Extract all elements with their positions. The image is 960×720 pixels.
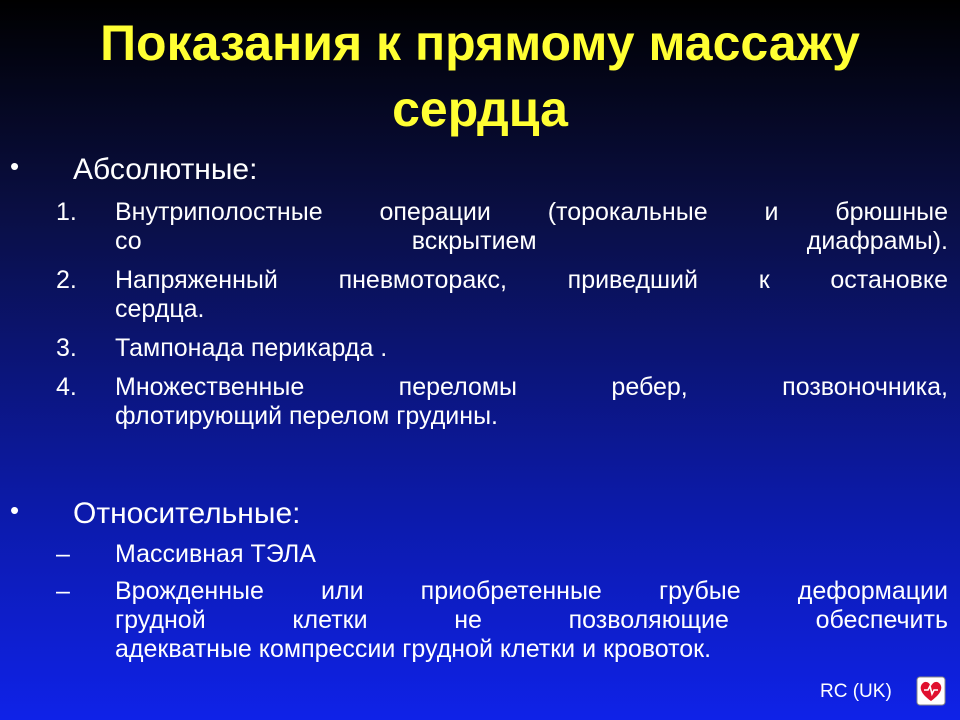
item-line: адекватные компрессии грудной клетки и кровоток.	[115, 635, 712, 663]
item-line: Внутриполостные операции (торокальные и брюшные	[115, 198, 948, 226]
item-number: 2.	[56, 266, 77, 294]
list-item	[56, 373, 948, 431]
dash-marker: –	[56, 540, 70, 568]
item-line: Множественные переломы ребер, позвоночника,	[115, 373, 948, 401]
item-line: со вскрытием диафрамы).	[115, 227, 948, 255]
heart-icon	[916, 676, 946, 706]
bullet: •	[10, 151, 20, 181]
title-line-2: сердца	[392, 81, 568, 137]
heading-text: Абсолютные:	[73, 153, 258, 186]
footer-credit: RC (UK)	[820, 681, 892, 702]
item-number: 3.	[56, 334, 77, 362]
list-item	[56, 577, 948, 664]
item-number: 4.	[56, 373, 77, 401]
slide-title	[0, 10, 960, 142]
dash-marker: –	[56, 577, 70, 605]
item-line: сердца.	[115, 295, 205, 323]
item-line: Тампонада перикарда .	[115, 334, 388, 362]
item-text	[115, 373, 948, 431]
item-text	[115, 266, 948, 324]
item-line: флотирующий перелом грудины.	[115, 402, 498, 430]
item-text	[115, 577, 948, 664]
item-line: Напряженный пневмоторакс, приведший к остановке	[115, 266, 948, 294]
item-text	[115, 198, 948, 256]
item-number: 1.	[56, 198, 77, 226]
item-text	[115, 334, 948, 363]
bullet: •	[10, 495, 20, 525]
item-line: Врожденные или приобретенные грубые деформации	[115, 577, 948, 605]
heading-text: Относительные:	[73, 497, 301, 530]
list-item	[56, 540, 948, 569]
list-item	[56, 198, 948, 256]
item-line: грудной клетки не позволяющие обеспечить	[115, 606, 948, 634]
list-item	[56, 334, 948, 363]
item-line: Массивная ТЭЛА	[115, 540, 316, 568]
list-item	[56, 266, 948, 324]
item-text	[115, 540, 948, 569]
title-line-1: Показания к прямому массажу	[100, 15, 860, 71]
